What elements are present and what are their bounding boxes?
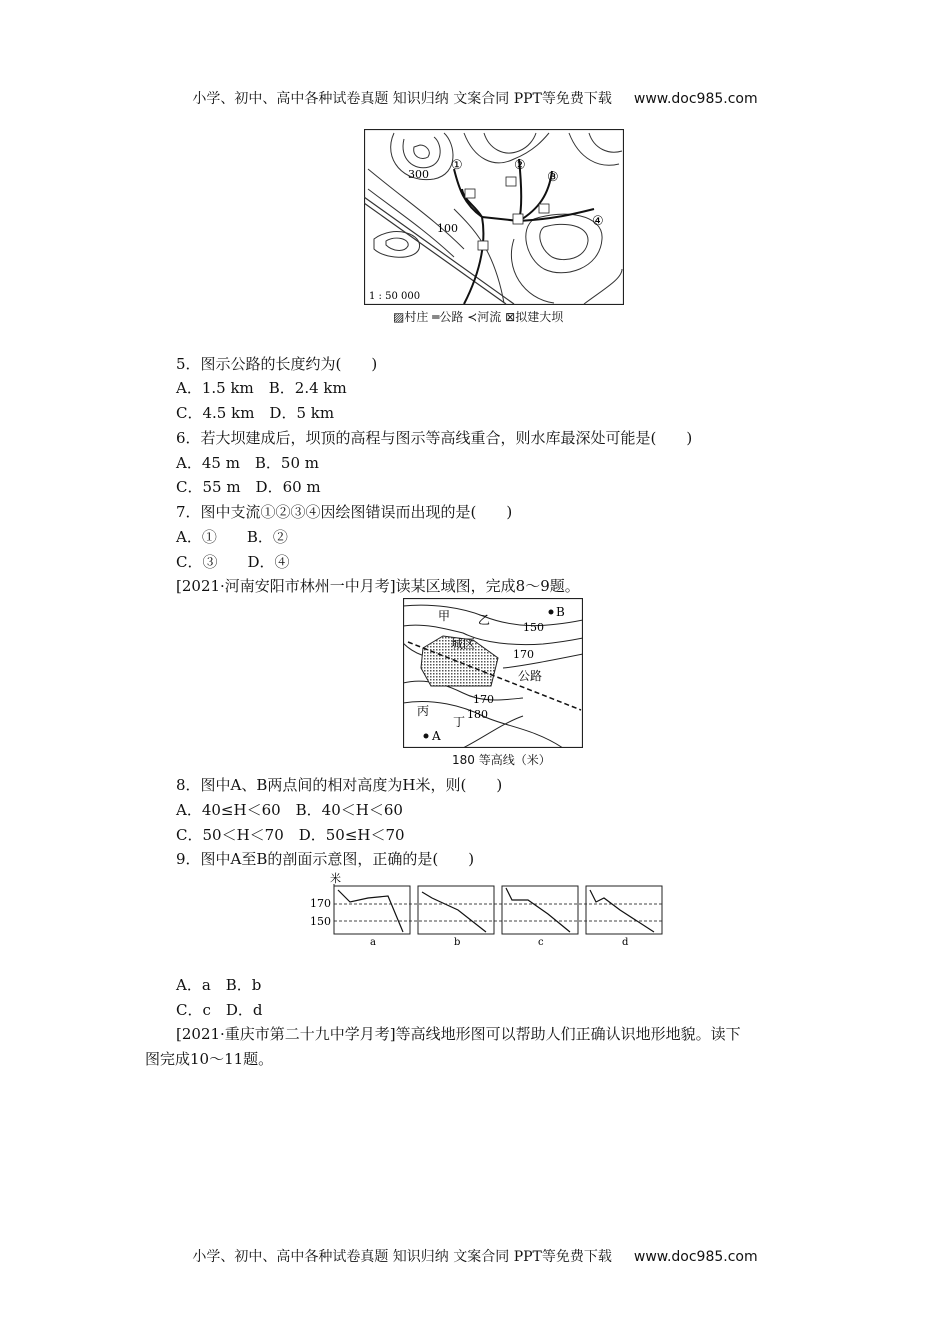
tributary-4-label: ④ xyxy=(592,214,604,229)
tributary-1-label: ① xyxy=(451,158,463,173)
scale-label: 1 : 50 000 xyxy=(369,291,421,302)
footer-site: www.doc985.com xyxy=(633,1249,758,1265)
q9-options-2: C．c D．d xyxy=(176,1001,263,1019)
legend-dam: 拟建大坝 xyxy=(515,310,564,324)
map2-contour-150: 150 xyxy=(523,621,544,634)
q5-stem: 5．图示公路的长度约为( ) xyxy=(176,355,378,373)
profile-label-d: d xyxy=(622,937,629,948)
map2-legend: 180 等高线（米） xyxy=(452,753,551,767)
topographic-map-2 xyxy=(403,598,583,748)
footer-text: 小学、初中、高中各种试卷真题 知识归纳 文案合同 PPT等免费下载 xyxy=(192,1249,612,1265)
tributary-2-label: ② xyxy=(514,158,526,173)
q7-stem: 7．图中支流①②③④因绘图错误而出现的是( ) xyxy=(176,503,513,521)
contour-100-label: 100 xyxy=(437,222,458,235)
profile-label-c: c xyxy=(538,937,544,948)
map2-contour-180: 180 xyxy=(467,708,488,721)
q9-stem: 9．图中A至B的剖面示意图，正确的是( ) xyxy=(176,850,475,868)
q7-options-2: C．③ D．④ xyxy=(176,553,290,571)
tributary-3-label: ③ xyxy=(547,170,559,185)
map2-label-yi: 乙 xyxy=(478,613,491,627)
profile-unit: 米 xyxy=(330,872,341,885)
q8-stem: 8．图中A、B两点间的相对高度为H米，则( ) xyxy=(176,776,503,794)
legend-road: 公路 xyxy=(439,310,464,324)
intro-10-11-line2: 图完成10～11题。 xyxy=(145,1050,274,1068)
map2-label-A: A xyxy=(432,729,441,743)
topographic-map-1 xyxy=(364,129,624,305)
map2-label-ding: 丁 xyxy=(453,715,466,729)
map2-label-jia: 甲 xyxy=(438,609,451,623)
page-footer xyxy=(0,1246,950,1266)
legend-river: 河流 xyxy=(477,310,502,324)
q6-options-1: A．45 m B．50 m xyxy=(176,454,320,472)
map2-label-B: B xyxy=(556,605,565,619)
q8-options-2: C．50＜H＜70 D．50≤H＜70 xyxy=(176,826,405,844)
q6-options-2: C．55 m D．60 m xyxy=(176,478,321,496)
profile-diagrams xyxy=(308,870,670,948)
q6-stem: 6．若大坝建成后，坝顶的高程与图示等高线重合，则水库最深处可能是( ) xyxy=(176,429,693,447)
map2-contour-170b: 170 xyxy=(473,693,494,706)
map2-contour-170a: 170 xyxy=(513,648,534,661)
map2-label-road: 公路 xyxy=(518,669,543,683)
page-header xyxy=(0,88,950,108)
q8-options-1: A．40≤H＜60 B．40＜H＜60 xyxy=(176,801,403,819)
map1-legend: ▨村庄 ═公路 ≺河流 ⊠拟建大坝 xyxy=(393,310,564,324)
profile-label-a: a xyxy=(370,937,376,948)
profile-tick-150: 150 xyxy=(310,915,331,928)
map2-label-xi: 丙 xyxy=(417,704,430,718)
q9-options-1: A．a B．b xyxy=(176,976,262,994)
q5-options-2: C．4.5 km D．5 km xyxy=(176,404,335,422)
header-text: 小学、初中、高中各种试卷真题 知识归纳 文案合同 PPT等免费下载 xyxy=(192,91,612,107)
q7-options-1: A．① B．② xyxy=(176,528,288,546)
header-site: www.doc985.com xyxy=(633,91,758,107)
profile-tick-170: 170 xyxy=(310,897,331,910)
legend-village: 村庄 xyxy=(404,310,429,324)
contour-300-label: 300 xyxy=(408,168,429,181)
map2-label-city: 城区 xyxy=(451,637,476,651)
q5-options-1: A．1.5 km B．2.4 km xyxy=(176,379,347,397)
intro-8-9: [2021·河南安阳市林州一中月考]读某区域图，完成8～9题。 xyxy=(176,577,580,595)
profile-label-b: b xyxy=(454,937,461,948)
intro-10-11-line1: [2021·重庆市第二十九中学月考]等高线地形图可以帮助人们正确认识地形地貌。读下 xyxy=(176,1025,741,1043)
